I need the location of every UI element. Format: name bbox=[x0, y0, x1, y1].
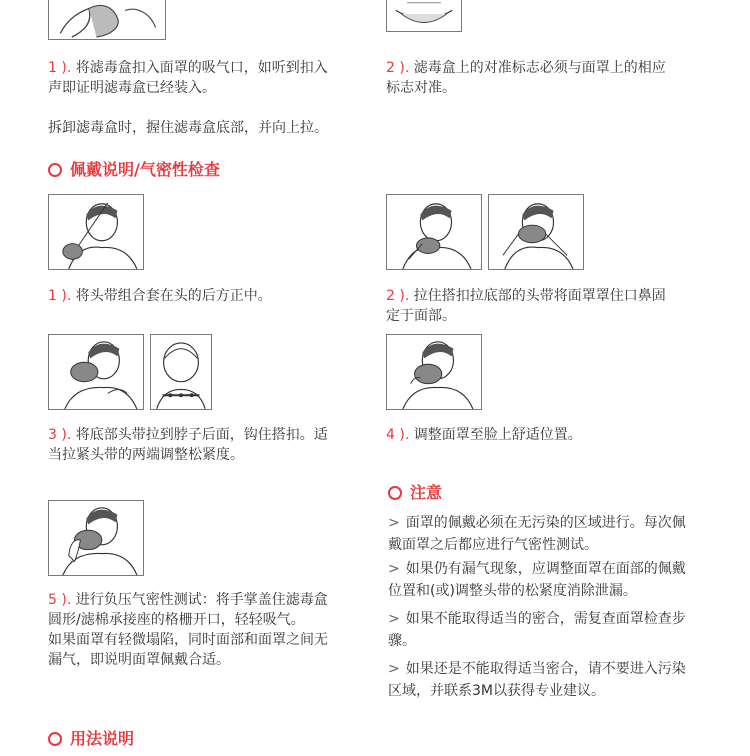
step-line: 将滤毒盒扣入面罩的吸气口，如听到扣入 bbox=[75, 60, 328, 76]
circle-bullet-icon bbox=[48, 732, 62, 746]
notice-line: 区域，并联系3M以获得专业建议。 bbox=[388, 683, 605, 699]
wear-step-2-text bbox=[386, 286, 706, 326]
notice-item bbox=[388, 658, 718, 702]
face-mask-drawing bbox=[387, 195, 481, 269]
step-number: 2 ). bbox=[386, 60, 410, 76]
step-line: 当拉紧头带的两端调整松紧度。 bbox=[48, 447, 244, 463]
step-line: 进行负压气密性测试：将手掌盖住滤毒盒 bbox=[75, 592, 328, 608]
step-line: 定于面部。 bbox=[386, 308, 456, 324]
notice-line: 戴面罩之后都应进行气密性测试。 bbox=[388, 537, 598, 553]
step-number: 1 ). bbox=[48, 288, 72, 304]
chevron-right-icon: > bbox=[388, 611, 400, 627]
notice-line: 骤。 bbox=[388, 633, 416, 649]
face-mask-drawing bbox=[49, 501, 143, 575]
notice-item bbox=[388, 558, 718, 602]
step-line: 声即证明滤毒盒已经装入。 bbox=[48, 80, 216, 96]
illustration-align-marks-drawing bbox=[387, 0, 461, 31]
step-line: 如果面罩有轻微塌陷，同时面部和面罩之间无 bbox=[48, 632, 328, 648]
step-insert-cartridge-text bbox=[48, 58, 368, 98]
face-mask-drawing bbox=[387, 335, 481, 409]
illustration-insert-cartridge-drawing bbox=[49, 0, 165, 39]
section-heading-usage-text: 用法说明 bbox=[70, 729, 135, 748]
chevron-right-icon: > bbox=[388, 515, 400, 531]
illustration-wear-step-4 bbox=[386, 334, 482, 410]
step-align-marks-text bbox=[386, 58, 706, 98]
step-number: 1 ). bbox=[48, 60, 72, 76]
notice-item bbox=[388, 608, 718, 652]
notice-line: 如果仍有漏气现象，应调整面罩在面部的佩戴 bbox=[405, 561, 686, 577]
illustration-wear-step-2a bbox=[386, 194, 482, 270]
step-line: 圆形/滤棉承接座的格栅开口，轻轻吸气。 bbox=[48, 612, 305, 628]
wear-step-3-text bbox=[48, 425, 368, 465]
step-line: 将头带组合套在头的后方正中。 bbox=[75, 288, 272, 304]
step-line: 漏气，即说明面罩佩戴合适。 bbox=[48, 652, 230, 668]
section-heading-wear bbox=[48, 160, 220, 180]
chevron-right-icon: > bbox=[388, 661, 400, 677]
step-number: 3 ). bbox=[48, 427, 72, 443]
step-line: 标志对准。 bbox=[386, 80, 456, 96]
illustration-wear-step-2b bbox=[488, 194, 584, 270]
step-line: 将底部头带拉到脖子后面，钩住搭扣。适 bbox=[75, 427, 328, 443]
section-heading-wear-text: 佩戴说明/气密性检查 bbox=[70, 160, 220, 179]
notice-item bbox=[388, 512, 718, 556]
remove-cartridge-text: 拆卸滤毒盒时，握住滤毒盒底部，并向上拉。 bbox=[48, 120, 328, 136]
section-heading-notice bbox=[388, 483, 442, 503]
illustration-wear-step-3a bbox=[48, 334, 144, 410]
notice-line: 面罩的佩戴必须在无污染的区域进行。每次佩 bbox=[405, 515, 686, 531]
step-line: 拉住搭扣拉底部的头带将面罩罩住口鼻固 bbox=[413, 288, 666, 304]
step-number: 5 ). bbox=[48, 592, 72, 608]
face-mask-drawing bbox=[489, 195, 583, 269]
back-of-head-drawing bbox=[151, 335, 211, 409]
step-line: 滤毒盒上的对准标志必须与面罩上的相应 bbox=[413, 60, 666, 76]
wear-step-1-text bbox=[48, 286, 368, 306]
illustration-wear-step-3b bbox=[150, 334, 212, 410]
face-mask-drawing bbox=[49, 335, 143, 409]
illustration-align-marks bbox=[386, 0, 462, 32]
notice-line: 位置和(或)调整头带的松紧度消除泄漏。 bbox=[388, 583, 637, 599]
circle-bullet-icon bbox=[388, 486, 402, 500]
section-heading-usage bbox=[48, 729, 134, 749]
face-mask-drawing bbox=[49, 195, 143, 269]
section-heading-notice-text: 注意 bbox=[410, 483, 443, 502]
illustration-insert-cartridge bbox=[48, 0, 166, 40]
notice-line: 如果不能取得适当的密合，需复查面罩检查步 bbox=[405, 611, 686, 627]
illustration-wear-step-5 bbox=[48, 500, 144, 576]
step-number: 2 ). bbox=[386, 288, 410, 304]
illustration-wear-step-1 bbox=[48, 194, 144, 270]
wear-step-4-text bbox=[386, 425, 706, 445]
wear-step-5-text bbox=[48, 590, 378, 670]
step-line: 调整面罩至脸上舒适位置。 bbox=[413, 427, 582, 443]
notice-line: 如果还是不能取得适当密合，请不要进入污染 bbox=[405, 661, 686, 677]
step-number: 4 ). bbox=[386, 427, 410, 443]
circle-bullet-icon bbox=[48, 163, 62, 177]
chevron-right-icon: > bbox=[388, 561, 400, 577]
